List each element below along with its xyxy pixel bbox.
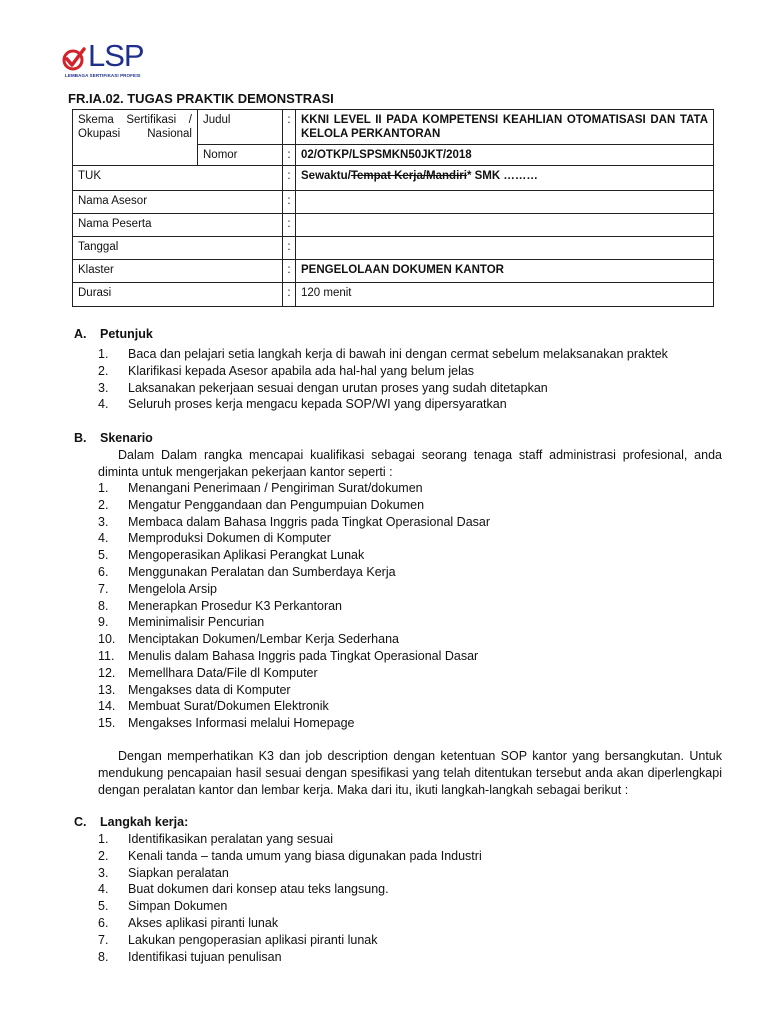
list-item — [98, 581, 490, 598]
colon: : — [283, 191, 296, 214]
list-item-text: Kenali tanda – tanda umum yang biasa digunakan pada Industri — [128, 848, 482, 863]
list-item-text: Menulis dalam Bahasa Inggris pada Tingkat Operasional Dasar — [128, 648, 479, 663]
list-item-number: 3. — [98, 514, 109, 529]
list-item-text: Mengatur Penggandaan dan Pengumpuian Dokumen — [128, 497, 425, 512]
logo-subtitle: LEMBAGA SERTIFIKASI PROFESI — [65, 73, 141, 78]
list-item-number: 12. — [98, 665, 116, 680]
colon: : — [283, 237, 296, 260]
list-item — [98, 865, 482, 882]
colon: : — [283, 166, 296, 191]
tanggal-value — [296, 237, 714, 260]
list-item — [98, 564, 490, 581]
judul-value: KKNI LEVEL II PADA KOMPETENSI KEAHLIAN OTOMATISASI DAN TATA KELOLA PERKANTORAN — [296, 110, 714, 145]
list-item-text: Baca dan pelajari setia langkah kerja di bawah ini dengan cermat sebelum melaksanakan praktek — [128, 347, 668, 361]
list-item-number: 7. — [98, 932, 109, 947]
table-row — [73, 191, 714, 214]
colon: : — [283, 260, 296, 283]
petunjuk-list — [98, 346, 668, 413]
judul-label: Judul — [198, 110, 283, 145]
list-item — [98, 614, 490, 631]
list-item-number: 6. — [98, 564, 109, 579]
list-item — [98, 881, 482, 898]
durasi-value: 120 menit — [296, 283, 714, 307]
list-item-text: Mengoperasikan Aplikasi Perangkat Lunak — [128, 548, 365, 563]
list-item-text: Seluruh proses kerja mengacu kepada SOP/WI yang dipersyaratkan — [128, 397, 507, 412]
form-title: FR.IA.02. TUGAS PRAKTIK DEMONSTRASI — [68, 91, 334, 106]
list-item-number: 7. — [98, 581, 109, 596]
list-item — [98, 648, 490, 665]
tuk-value — [296, 166, 714, 191]
tuk-struck: Tempat Kerja/Mandiri — [350, 170, 467, 182]
tuk-sewaktu: Sewaktu/ — [301, 170, 351, 182]
list-item-number: 10. — [98, 632, 116, 647]
list-item — [98, 665, 490, 682]
table-row — [73, 214, 714, 237]
list-item — [98, 480, 490, 497]
list-item-text: Identifikasikan peralatan yang sesuai — [128, 832, 333, 846]
list-item — [98, 530, 490, 547]
klaster-value: PENGELOLAAN DOKUMEN KANTOR — [296, 260, 714, 283]
list-item — [98, 631, 490, 648]
list-item-number: 2. — [98, 497, 109, 512]
nomor-label: Nomor — [198, 145, 283, 166]
list-item-text: Memproduksi Dokumen di Komputer — [128, 531, 331, 546]
list-item-number: 15. — [98, 716, 116, 731]
tuk-rest: * SMK ……… — [466, 170, 538, 182]
list-item — [98, 380, 668, 397]
list-item-text: Siapkan peralatan — [128, 865, 229, 880]
asesor-value — [296, 191, 714, 214]
list-item-text: Menangani Penerimaan / Pengiriman Surat/dokumen — [128, 481, 423, 495]
list-item-text: Meminimalisir Pencurian — [128, 615, 265, 630]
section-c-heading: C. Langkah kerja: — [74, 815, 189, 829]
list-item-number: 9. — [98, 615, 109, 630]
list-item-text: Memellhara Data/File dl Komputer — [128, 665, 318, 680]
peserta-label: Nama Peserta — [73, 214, 283, 237]
skenario-closing: Dengan memperhatikan K3 dan job description dengan ketentuan SOP kantor yang bersangkutan. Untuk mendukung pencapaian hasil sesuai dengan spesifikasi yang telah ditentukan tersebut anda akan diperlengkapi dengan peralatan kantor dan lembar kerja. Maka dari itu, ikuti langkah-langkah sebagai berikut : — [98, 749, 722, 797]
skema-label-cell: Skema Sertifikasi / Okupasi Nasional — [73, 110, 198, 166]
list-item-text: Menggunakan Peralatan dan Sumberdaya Kerja — [128, 564, 396, 579]
list-item-number: 13. — [98, 682, 116, 697]
table-row — [73, 260, 714, 283]
list-item — [98, 682, 490, 699]
list-item-text: Membaca dalam Bahasa Inggris pada Tingkat Operasional Dasar — [128, 514, 491, 529]
table-row — [73, 110, 714, 145]
list-item-text: Mengelola Arsip — [128, 581, 217, 596]
colon: : — [283, 214, 296, 237]
table-row — [73, 283, 714, 307]
section-a-heading: A. Petunjuk — [74, 327, 153, 341]
list-item-number: 14. — [98, 699, 116, 714]
list-item-text: Mengakses data di Komputer — [128, 682, 291, 697]
table-row — [73, 237, 714, 260]
colon: : — [283, 283, 296, 307]
list-item — [98, 915, 482, 932]
list-item-number: 2. — [98, 363, 109, 378]
section-b-heading: B. Skenario — [74, 431, 153, 445]
list-item-number: 8. — [98, 949, 109, 964]
skenario-list — [98, 480, 490, 732]
list-item — [98, 898, 482, 915]
list-item-text: Identifikasi tujuan penulisan — [128, 949, 282, 964]
list-item — [98, 396, 668, 413]
list-item-number: 2. — [98, 848, 109, 863]
list-item-text: Akses aplikasi piranti lunak — [128, 915, 279, 930]
list-item — [98, 848, 482, 865]
list-item — [98, 598, 490, 615]
list-item-number: 3. — [98, 380, 109, 395]
list-item — [98, 363, 668, 380]
list-item — [98, 346, 668, 363]
list-item-number: 4. — [98, 882, 109, 897]
list-item-text: Membuat Surat/Dokumen Elektronik — [128, 699, 329, 714]
list-item-number: 11. — [98, 648, 115, 663]
list-item — [98, 715, 490, 732]
list-item-text: Mengakses Informasi melalui Homepage — [128, 716, 355, 731]
list-item-text: Lakukan pengoperasian aplikasi piranti lunak — [128, 932, 378, 947]
list-item — [98, 698, 490, 715]
list-item — [98, 949, 482, 966]
nomor-value: 02/OTKP/LSPSMKN50JKT/2018 — [296, 145, 714, 166]
list-item-text: Buat dokumen dari konsep atau teks langsung. — [128, 882, 389, 897]
list-item-number: 6. — [98, 915, 109, 930]
list-item — [98, 831, 482, 848]
list-item-number: 3. — [98, 865, 109, 880]
list-item — [98, 547, 490, 564]
list-item-number: 1. — [98, 347, 109, 361]
colon: : — [283, 110, 296, 145]
list-item-text: Laksanakan pekerjaan sesuai dengan urutan proses yang sudah ditetapkan — [128, 380, 548, 395]
colon: : — [283, 145, 296, 166]
list-item-text: Klarifikasi kepada Asesor apabila ada hal-hal yang belum jelas — [128, 363, 475, 378]
list-item-number: 5. — [98, 899, 109, 914]
list-item-number: 1. — [98, 481, 109, 495]
list-item-text: Simpan Dokumen — [128, 899, 228, 914]
tuk-label: TUK — [73, 166, 283, 191]
list-item-number: 5. — [98, 548, 109, 563]
list-item-number: 4. — [98, 531, 109, 546]
skenario-intro: Dalam Dalam rangka mencapai kualifikasi sebagai seorang tenaga staff administrasi profesional, anda diminta untuk mengerjakan pekerjaan kantor seperti : — [98, 448, 722, 479]
list-item-text: Menciptakan Dokumen/Lembar Kerja Sederhana — [128, 632, 399, 647]
list-item — [98, 497, 490, 514]
list-item-number: 8. — [98, 598, 109, 613]
list-item — [98, 932, 482, 949]
tanggal-label: Tanggal — [73, 237, 283, 260]
langkah-list — [98, 831, 482, 965]
logo-text: LSP — [88, 38, 144, 73]
peserta-value — [296, 214, 714, 237]
list-item-number: 4. — [98, 397, 109, 412]
asesor-label: Nama Asesor — [73, 191, 283, 214]
klaster-label: Klaster — [73, 260, 283, 283]
durasi-label: Durasi — [73, 283, 283, 307]
list-item-number: 1. — [98, 832, 109, 846]
table-row — [73, 166, 714, 191]
list-item-text: Menerapkan Prosedur K3 Perkantoran — [128, 598, 343, 613]
info-table — [72, 109, 714, 307]
list-item — [98, 514, 490, 531]
